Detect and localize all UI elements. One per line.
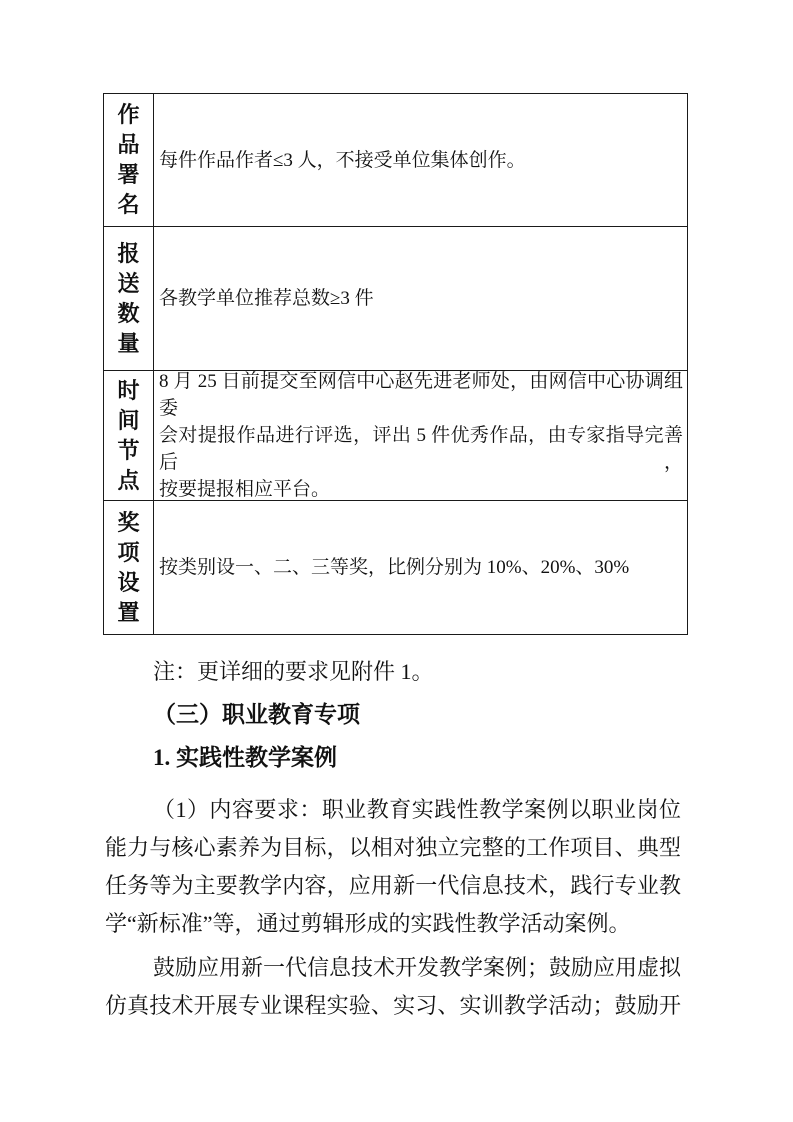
paragraph-line: （1）内容要求：职业教育实践性教学案例以职业岗位 (153, 797, 681, 822)
paragraph-line: 能力与核心素养为目标，以相对独立完整的工作项目、典型 (105, 835, 681, 860)
table-cell-awards (154, 501, 687, 634)
paragraph-encouragement (105, 949, 681, 1025)
table-cell-line: 8 月 25 日前提交至网信中心赵先进老师处，由网信中心协调组委 (159, 371, 683, 419)
table-cell-line: 按类别设一、二、三等奖，比例分别为 10%、20%、30% (159, 557, 630, 578)
section-heading: （三）职业教育专项 (153, 702, 360, 727)
document-body (105, 653, 681, 1025)
paragraph-line: 鼓励应用新一代信息技术开发教学案例；鼓励应用虚拟 (153, 955, 682, 980)
paragraph-line: 仿真技术开展专业课程实验、实习、实训教学活动；鼓励开 (105, 993, 681, 1018)
table-row-header-signature (104, 94, 154, 227)
row-header-text: 作品署名 (117, 102, 140, 217)
table-cell-line: 各教学单位推荐总数≥3 件 (159, 288, 374, 309)
note-line: 注：更详细的要求见附件 1。 (153, 659, 434, 684)
paragraph-line: 学“新标准”等，通过剪辑形成的实践性教学活动案例。 (105, 911, 631, 936)
table-cell-signature (154, 94, 687, 227)
requirements-table (103, 93, 688, 635)
table-cell-line: 会对提报作品进行评选，评出 5 件优秀作品，由专家指导完善后， (159, 425, 683, 473)
row-header-text: 时间节点 (117, 377, 140, 493)
table-row-header-timeline (104, 371, 154, 501)
table-cell-timeline (154, 371, 687, 501)
table-cell-line: 按要提报相应平台。 (159, 479, 331, 500)
subsection-heading: 1. 实践性教学案例 (153, 745, 337, 770)
row-header-text: 报送数量 (117, 240, 140, 356)
paragraph-content-requirements (105, 791, 681, 943)
table-cell-line: 每件作品作者≤3 人，不接受单位集体创作。 (159, 149, 526, 171)
table-row-header-quantity (104, 227, 154, 371)
table-row-header-awards (104, 501, 154, 634)
paragraph-line: 任务等为主要教学内容，应用新一代信息技术，践行专业教 (105, 873, 681, 898)
table-cell-quantity (154, 227, 687, 371)
row-header-text: 奖项设置 (117, 509, 140, 625)
